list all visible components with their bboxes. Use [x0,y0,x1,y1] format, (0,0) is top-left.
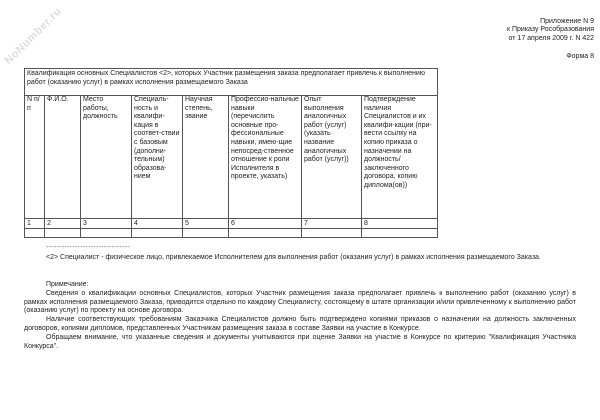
form-number: Форма 8 [566,53,594,60]
table-cell[interactable] [81,229,132,238]
table-header-row [25,96,438,219]
column-header: Профессио-нальные навыки (перечислить основные про-фессиональные навыки, имею-щие непосред-ственное отношение к роли Исполнителя в проекте, указать) [229,96,302,219]
column-number: 7 [302,219,362,229]
column-header: Подтверждение наличия Специалистов и их квалифи-кации (при-вести ссылку на копию приказа о назначении на должность/ заключенного договора, копию диплома(ов)) [362,96,438,219]
column-number: 6 [229,219,302,229]
note-paragraph-1: Сведения о квалификации основных Специалистов, которых Участник размещения заказа предполагает привлечь к выполнению работ (оказанию услуг) в рамках исполнения размещаемого Заказа, приводится отдельно по каждому Специалисту, состоящему в штате организации и/или привлеченному к выполнению работ (оказанию услуг) по проекту на основе договора. [24,290,576,315]
footnote-text: <2> Специалист - физическое лицо, привлекаемое Исполнителем для выполнения работ (оказания услуг) в рамках исполнения размещаемого Заказа. [46,254,541,261]
table-cell[interactable] [25,229,45,238]
column-header: N п/п [25,96,45,219]
column-number: 8 [362,219,438,229]
column-number: 1 [25,219,45,229]
appendix-line: от 17 апреля 2009 г. N 422 [508,34,594,42]
column-header: Специаль-ность и квалифи-кация в соответ-ствии с базовым (дополни-тельным) образова-нием [132,96,183,219]
table-caption: Квалификация основных Специалистов <2>, которых Участник размещения заказа предполагает привлечь к выполнению работ (оказанию услуг) в рамках исполнения размещаемого Заказа [25,69,438,96]
table-cell[interactable] [362,229,438,238]
table-cell[interactable] [229,229,302,238]
column-number: 5 [183,219,229,229]
column-header: Опыт выполнения аналогичных работ (услуг) (указать название аналогичных работ (услуг)) [302,96,362,219]
table-cell[interactable] [45,229,81,238]
footnote-separator: -------------------------------- [46,244,131,251]
column-header: Научная степень, звание [183,96,229,219]
column-number: 4 [132,219,183,229]
note-title: Примечание: [46,281,89,288]
table-row [25,229,438,238]
qualification-table [24,68,438,238]
note-paragraph-3: Обращаем внимание, что указанные сведения и документы учитываются при оценке Заявки на участие в Конкурсе по критерию "Квалификация Участника Конкурса". [24,334,576,350]
note-paragraph-2: Наличие соответствующих требованиям Заказчика Специалистов должно быть подтверждено копиями приказов о назначении на должность заключенных договоров, копиями дипломов, представленных Участникам размещения заказа в составе Заявки на участие в Конкурсе. [24,316,576,332]
column-header: Место работы, должность [81,96,132,219]
column-header: Ф.И.О. [45,96,81,219]
appendix-line: Приложение N 9 [540,18,594,25]
table-cell[interactable] [132,229,183,238]
watermark: NoNumber.ru [2,5,65,67]
column-number-row [25,219,438,229]
column-number: 2 [45,219,81,229]
appendix-header [507,18,594,43]
column-number: 3 [81,219,132,229]
table-cell[interactable] [183,229,229,238]
appendix-line: к Приказу Рособразования [506,26,594,34]
table-cell[interactable] [302,229,362,238]
